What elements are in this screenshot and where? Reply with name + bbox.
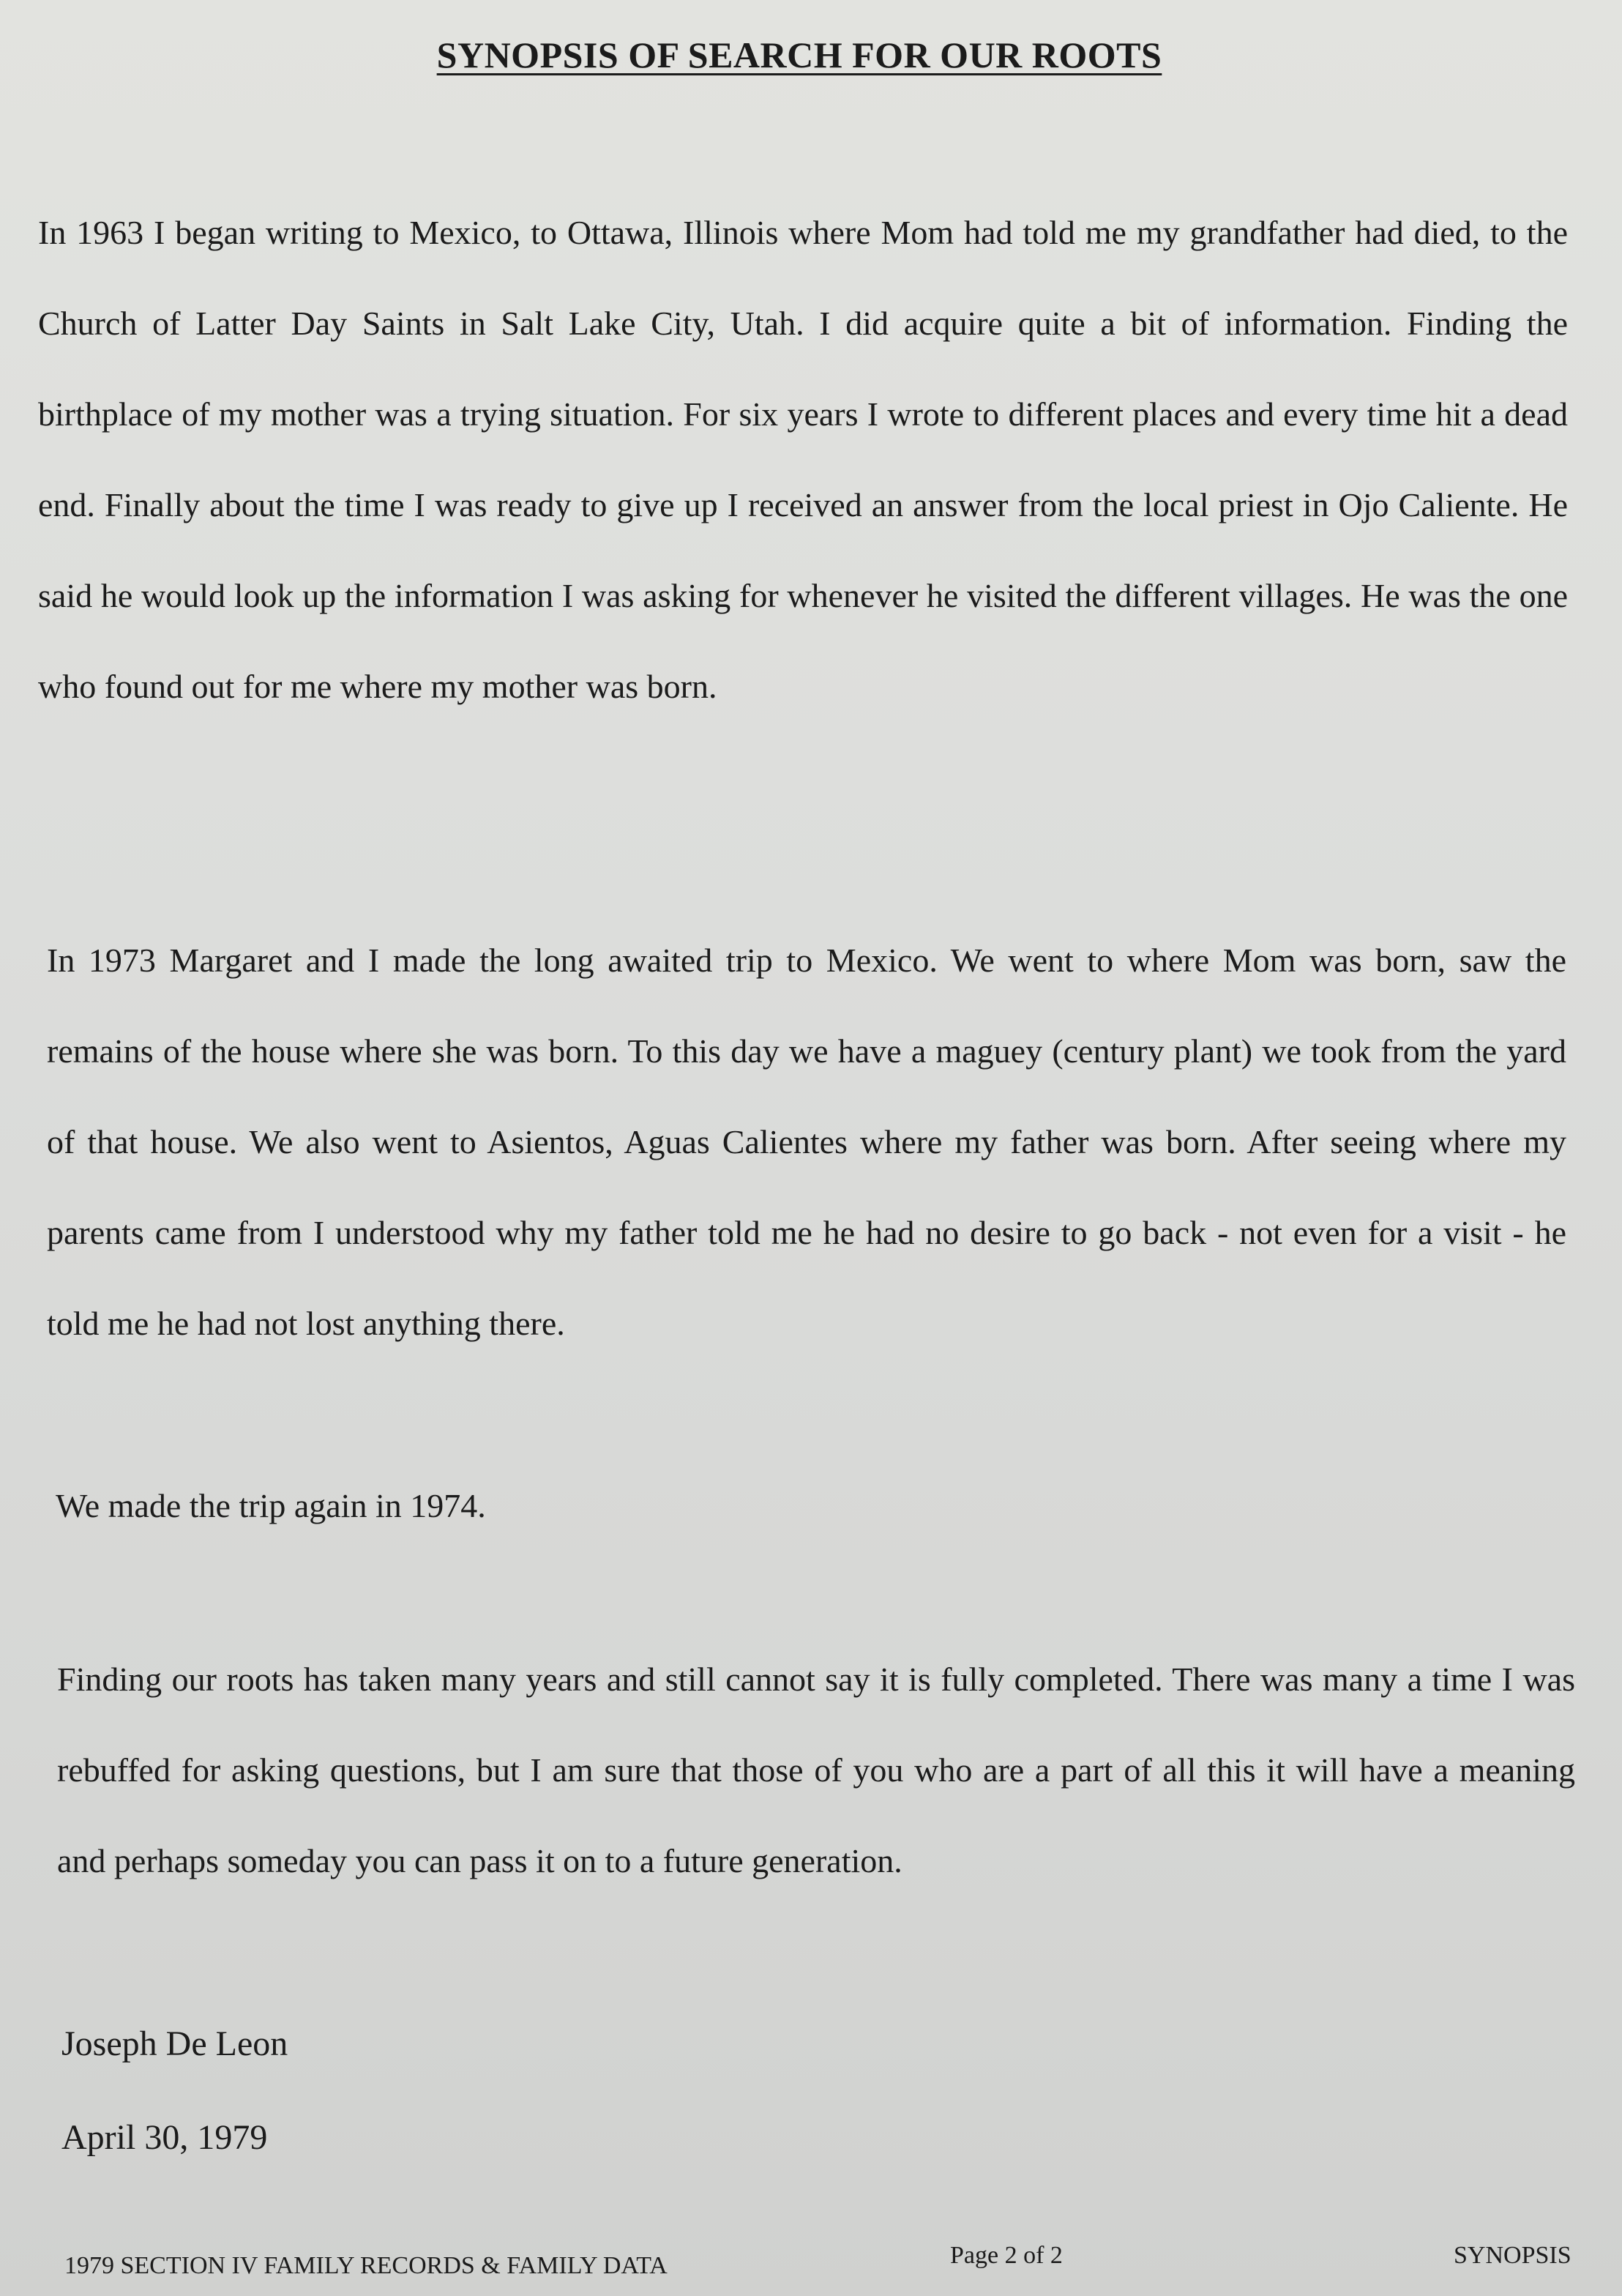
paragraph-4: Finding our roots has taken many years and still cannot say it is fully completed. There was many a time I was rebuffed for asking questions, but I am sure that those of you who are a part of all this it will have a meaning and perhaps someday you can pass it on to a future generation. bbox=[57, 1660, 1575, 1879]
page-footer bbox=[0, 2242, 1622, 2278]
footer-document-name: SYNOPSIS bbox=[1454, 2242, 1571, 2269]
signature-date: April 30, 1979 bbox=[61, 2118, 268, 2157]
footer-page-number: Page 2 of 2 bbox=[950, 2242, 1063, 2269]
paragraph-2: In 1973 Margaret and I made the long awaited trip to Mexico. We went to where Mom was born, saw the remains of the house where she was born. To this day we have a maguey (century plant) we took from the yard of that house. We also went to Asientos, Aguas Calientes where my father was born. After seeing where my parents came from I understood why my father told me he had no desire to go back - not even for a visit - he told me he had not lost anything there. bbox=[47, 942, 1566, 1342]
paragraph-3: We made the trip again in 1974. bbox=[56, 1487, 486, 1524]
footer-section-label: 1979 SECTION IV FAMILY RECORDS & FAMILY DATA bbox=[64, 2252, 668, 2279]
paragraph-1: In 1963 I began writing to Mexico, to Ottawa, Illinois where Mom had told me my grandfather had died, to the Church of Latter Day Saints in Salt Lake City, Utah. I did acquire quite a bit of information. Finding the birthplace of my mother was a trying situation. For six years I wrote to different places and every time hit a dead end. Finally about the time I was ready to give up I received an answer from the local priest in Ojo Caliente. He said he would look up the information I was asking for whenever he visited the different villages. He was the one who found out for me where my mother was born. bbox=[38, 214, 1568, 705]
document-title: SYNOPSIS OF SEARCH FOR OUR ROOTS bbox=[436, 34, 1162, 75]
signature-name: Joseph De Leon bbox=[61, 2024, 288, 2063]
